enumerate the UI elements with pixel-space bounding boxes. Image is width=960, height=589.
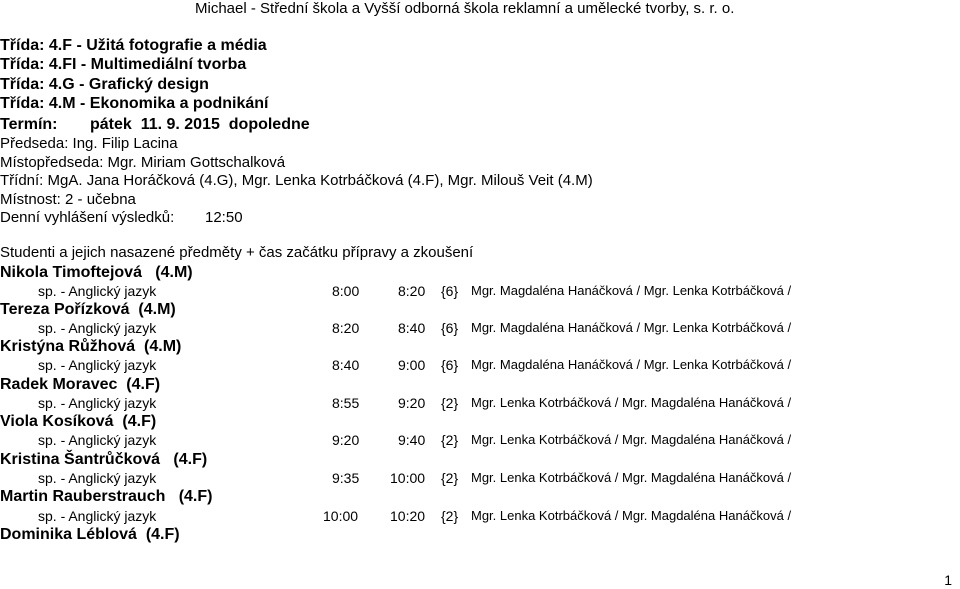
prep-time: 9:35 <box>332 470 360 486</box>
student-subject: sp. - Anglický jazyk <box>38 395 157 411</box>
results-label: Denní vyhlášení výsledků: <box>0 209 175 226</box>
student-name: Kristina Šantrůčková (4.F) <box>0 451 208 468</box>
prep-time: 8:40 <box>332 357 360 373</box>
exam-time: 8:40 <box>398 320 426 336</box>
exam-time: 10:00 <box>390 470 426 486</box>
class-line-3: Třída: 4.G - Grafický design <box>0 76 209 93</box>
examiners: Mgr. Magdaléna Hanáčková / Mgr. Lenka Kotrbáčková / <box>471 283 792 298</box>
examiners: Mgr. Lenka Kotrbáčková / Mgr. Magdaléna Hanáčková / <box>471 395 792 410</box>
examiners: Mgr. Lenka Kotrbáčková / Mgr. Magdaléna Hanáčková / <box>471 508 792 523</box>
vice-chair-line: Místopředseda: Mgr. Miriam Gottschalková <box>0 154 286 171</box>
student-name: Kristýna Růžhová (4.M) <box>0 338 182 355</box>
exam-time: 9:40 <box>398 432 426 448</box>
prep-time: 8:20 <box>332 320 360 336</box>
exam-code: {2} <box>441 508 459 524</box>
prep-time: 9:20 <box>332 432 360 448</box>
class-teachers-line: Třídní: MgA. Jana Horáčková (4.G), Mgr. Lenka Kotrbáčková (4.F), Mgr. Milouš Veit (4.M) <box>0 172 593 189</box>
student-subject: sp. - Anglický jazyk <box>38 432 157 448</box>
exam-time: 10:20 <box>390 508 426 524</box>
student-name: Nikola Timoftejová (4.M) <box>0 264 193 281</box>
student-subject: sp. - Anglický jazyk <box>38 320 157 336</box>
student-subject: sp. - Anglický jazyk <box>38 508 157 524</box>
prep-time: 8:00 <box>332 283 360 299</box>
exam-code: {6} <box>441 283 459 299</box>
student-subject: sp. - Anglický jazyk <box>38 470 157 486</box>
term-label: Termín: <box>0 116 58 133</box>
exam-time: 8:20 <box>398 283 426 299</box>
exam-code: {6} <box>441 357 459 373</box>
prep-time: 10:00 <box>323 508 359 524</box>
term-value: pátek 11. 9. 2015 dopoledne <box>90 116 310 133</box>
exam-code: {2} <box>441 432 459 448</box>
room-line: Místnost: 2 - učebna <box>0 191 136 208</box>
class-line-4: Třída: 4.M - Ekonomika a podnikání <box>0 95 269 112</box>
student-name: Martin Rauberstrauch (4.F) <box>0 488 213 505</box>
student-name: Dominika Léblová (4.F) <box>0 526 180 543</box>
examiners: Mgr. Lenka Kotrbáčková / Mgr. Magdaléna Hanáčková / <box>471 432 792 447</box>
class-line-2: Třída: 4.FI - Multimediální tvorba <box>0 56 247 73</box>
examiners: Mgr. Magdaléna Hanáčková / Mgr. Lenka Kotrbáčková / <box>471 320 792 335</box>
results-time: 12:50 <box>205 209 243 226</box>
examiners: Mgr. Magdaléna Hanáčková / Mgr. Lenka Kotrbáčková / <box>471 357 792 372</box>
student-name: Viola Kosíková (4.F) <box>0 413 157 430</box>
class-line-1: Třída: 4.F - Užitá fotografie a média <box>0 37 267 54</box>
chair-line: Předseda: Ing. Filip Lacina <box>0 135 178 152</box>
exam-code: {6} <box>441 320 459 336</box>
school-header: Michael - Střední škola a Vyšší odborná škola reklamní a umělecké tvorby, s. r. o. <box>195 0 735 17</box>
exam-code: {2} <box>441 470 459 486</box>
exam-code: {2} <box>441 395 459 411</box>
student-subject: sp. - Anglický jazyk <box>38 283 157 299</box>
exam-time: 9:20 <box>398 395 426 411</box>
student-name: Tereza Pořízková (4.M) <box>0 301 176 318</box>
student-name: Radek Moravec (4.F) <box>0 376 161 393</box>
exam-time: 9:00 <box>398 357 426 373</box>
student-subject: sp. - Anglický jazyk <box>38 357 157 373</box>
examiners: Mgr. Lenka Kotrbáčková / Mgr. Magdaléna Hanáčková / <box>471 470 792 485</box>
section-title: Studenti a jejich nasazené předměty + čas začátku přípravy a zkoušení <box>0 244 474 261</box>
page-number: 1 <box>944 572 952 588</box>
prep-time: 8:55 <box>332 395 360 411</box>
